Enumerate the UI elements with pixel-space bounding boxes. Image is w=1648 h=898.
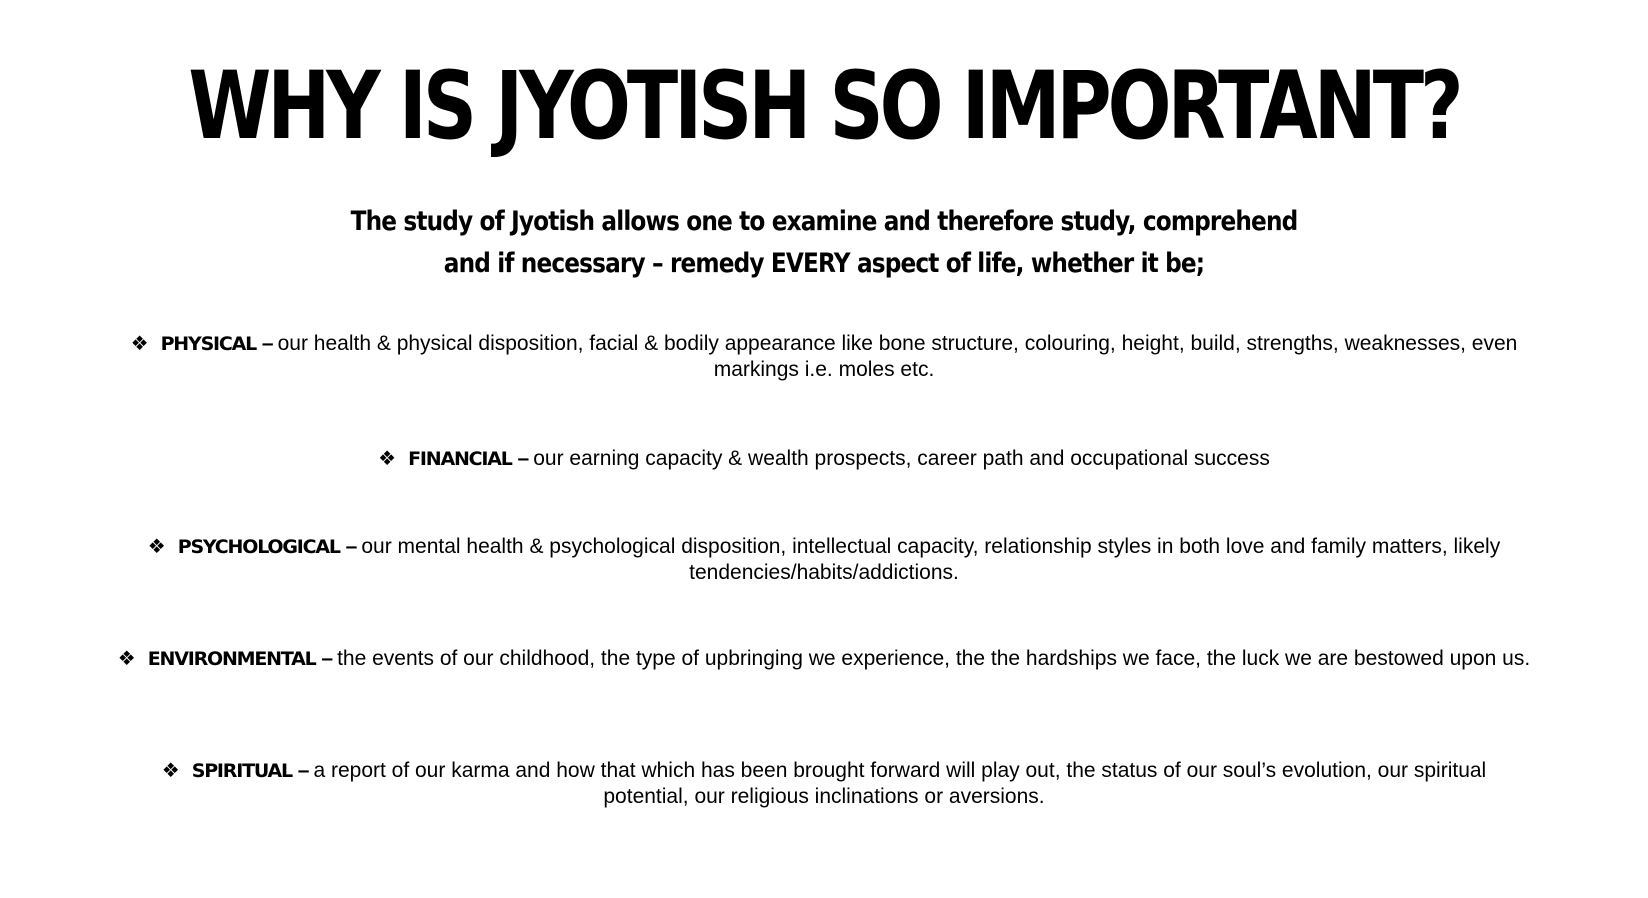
list-item-physical — [104, 330, 1544, 383]
item-dash: – — [517, 447, 530, 470]
item-label: PHYSICAL — [160, 333, 257, 355]
item-description: our health & physical disposition, facial & bodily appearance like bone structure, colouring, height, build, strengths, weaknesses, even markings i.e. moles etc. — [277, 332, 1518, 381]
item-label: SPIRITUAL — [191, 760, 292, 782]
diamond-bullet-icon: ❖ — [130, 331, 149, 355]
diamond-bullet-icon: ❖ — [147, 534, 166, 558]
list-item-psychological — [124, 533, 1524, 586]
item-label: ENVIRONMENTAL — [147, 648, 316, 670]
list-item-environmental — [104, 645, 1544, 672]
item-description: the events of our childhood, the type of upbringing we experience, the the hardships we face, the luck we are bestowed upon us. — [337, 647, 1531, 670]
diamond-bullet-icon: ❖ — [378, 446, 397, 470]
item-label: FINANCIAL — [408, 448, 512, 470]
list-item-spiritual — [124, 757, 1524, 810]
item-dash: – — [345, 535, 358, 558]
diamond-bullet-icon: ❖ — [161, 758, 180, 782]
list-item-financial — [104, 445, 1544, 472]
diamond-bullet-icon: ❖ — [117, 646, 136, 670]
subtitle-line-1: The study of Jyotish allows one to examine and therefore study, comprehend — [350, 206, 1298, 237]
item-dash: – — [261, 332, 274, 355]
item-description: a report of our karma and how that which has been brought forward will play out, the status of our soul’s evolution, our spiritual potential, our religious inclinations or aversions. — [313, 759, 1487, 808]
item-description: our mental health & psychological disposition, intellectual capacity, relationship styles in both love and family matters, likely tendencies/habits/addictions. — [361, 535, 1501, 584]
item-dash: – — [321, 647, 334, 670]
page-title: WHY IS JYOTISH SO IMPORTANT? — [188, 52, 1460, 161]
subtitle-line-2: and if necessary – remedy EVERY aspect of life, whether it be; — [443, 248, 1205, 279]
item-label: PSYCHOLOGICAL — [177, 536, 340, 558]
item-dash: – — [297, 759, 310, 782]
item-description: our earning capacity & wealth prospects, career path and occupational success — [533, 447, 1270, 470]
